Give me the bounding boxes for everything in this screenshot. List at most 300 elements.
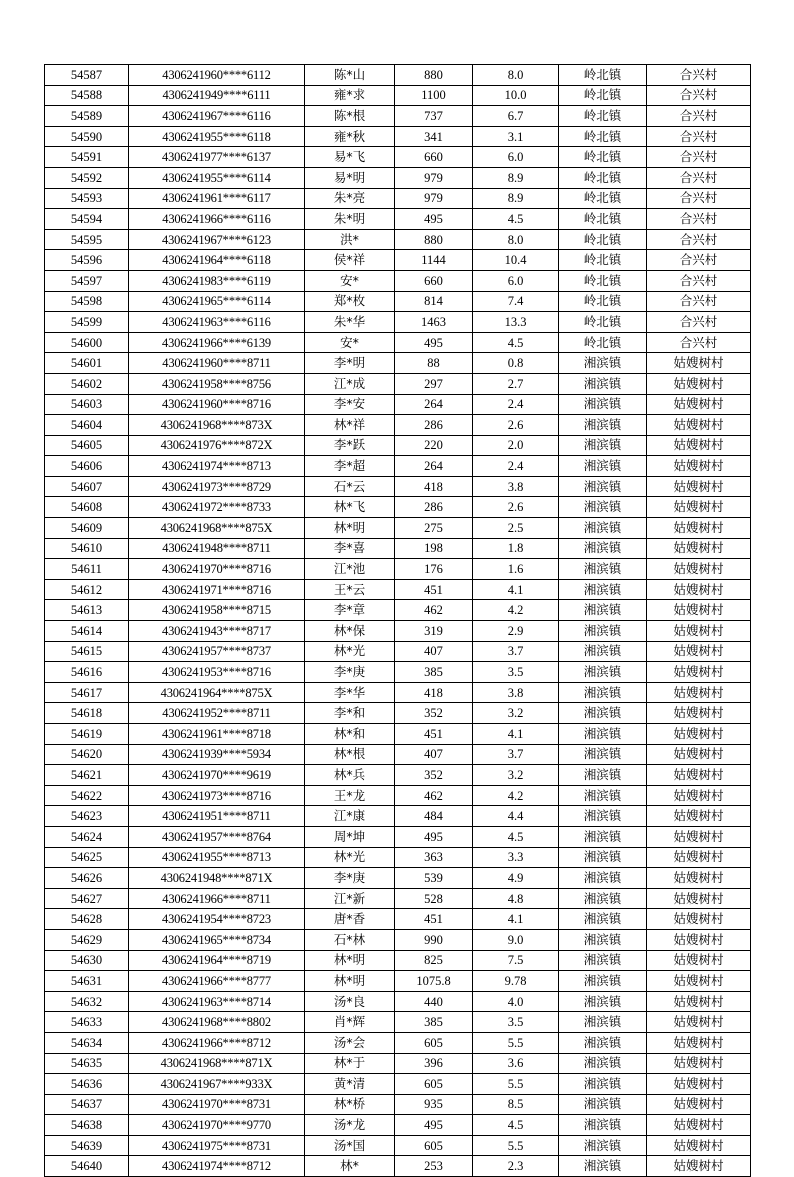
table-row: [45, 579, 751, 600]
cell-town: 湘滨镇: [559, 847, 647, 868]
cell-town: 湘滨镇: [559, 765, 647, 786]
cell-name: 汤*良: [305, 991, 395, 1012]
cell-name: 汤*会: [305, 1032, 395, 1053]
cell-amount: 385: [395, 1012, 473, 1033]
cell-amount: 1100: [395, 85, 473, 106]
table-row: [45, 415, 751, 436]
cell-seq: 54639: [45, 1135, 129, 1156]
cell-amount: 495: [395, 1115, 473, 1136]
cell-seq: 54591: [45, 147, 129, 168]
cell-seq: 54600: [45, 332, 129, 353]
cell-village: 姑嫂树村: [647, 806, 751, 827]
cell-village: 姑嫂树村: [647, 353, 751, 374]
cell-village: 姑嫂树村: [647, 1074, 751, 1095]
cell-idcard: 4306241961****8718: [129, 724, 305, 745]
cell-amount: 1075.8: [395, 971, 473, 992]
cell-amount: 484: [395, 806, 473, 827]
cell-idcard: 4306241964****8719: [129, 950, 305, 971]
cell-village: 合兴村: [647, 85, 751, 106]
table-row: [45, 126, 751, 147]
cell-seq: 54624: [45, 826, 129, 847]
cell-village: 姑嫂树村: [647, 826, 751, 847]
cell-village: 姑嫂树村: [647, 662, 751, 683]
cell-area: 7.4: [473, 291, 559, 312]
cell-idcard: 4306241967****6116: [129, 106, 305, 127]
cell-name: 雍*秋: [305, 126, 395, 147]
cell-name: 李*安: [305, 394, 395, 415]
cell-name: 林*飞: [305, 497, 395, 518]
cell-amount: 253: [395, 1156, 473, 1177]
cell-village: 姑嫂树村: [647, 518, 751, 539]
cell-name: 林*光: [305, 641, 395, 662]
cell-seq: 54633: [45, 1012, 129, 1033]
cell-town: 岭北镇: [559, 270, 647, 291]
cell-name: 雍*求: [305, 85, 395, 106]
cell-name: 朱*亮: [305, 188, 395, 209]
cell-amount: 660: [395, 147, 473, 168]
cell-name: 林*祥: [305, 415, 395, 436]
cell-idcard: 4306241954****8723: [129, 909, 305, 930]
table-row: [45, 1053, 751, 1074]
cell-town: 湘滨镇: [559, 950, 647, 971]
cell-town: 湘滨镇: [559, 394, 647, 415]
cell-idcard: 4306241953****8716: [129, 662, 305, 683]
cell-town: 湘滨镇: [559, 868, 647, 889]
cell-idcard: 4306241968****873X: [129, 415, 305, 436]
cell-idcard: 4306241961****6117: [129, 188, 305, 209]
cell-village: 姑嫂树村: [647, 579, 751, 600]
cell-name: 侯*祥: [305, 250, 395, 271]
cell-amount: 605: [395, 1135, 473, 1156]
cell-seq: 54619: [45, 724, 129, 745]
table-row: [45, 167, 751, 188]
cell-idcard: 4306241970****8716: [129, 559, 305, 580]
cell-area: 2.6: [473, 415, 559, 436]
cell-area: 2.6: [473, 497, 559, 518]
cell-town: 岭北镇: [559, 126, 647, 147]
cell-name: 李*庚: [305, 662, 395, 683]
cell-village: 姑嫂树村: [647, 600, 751, 621]
cell-idcard: 4306241951****8711: [129, 806, 305, 827]
cell-seq: 54602: [45, 373, 129, 394]
cell-amount: 220: [395, 435, 473, 456]
cell-village: 姑嫂树村: [647, 435, 751, 456]
table-row: [45, 1094, 751, 1115]
cell-amount: 660: [395, 270, 473, 291]
cell-seq: 54634: [45, 1032, 129, 1053]
cell-idcard: 4306241948****8711: [129, 538, 305, 559]
cell-idcard: 4306241966****8777: [129, 971, 305, 992]
cell-seq: 54627: [45, 888, 129, 909]
cell-seq: 54612: [45, 579, 129, 600]
cell-village: 姑嫂树村: [647, 868, 751, 889]
cell-idcard: 4306241960****8716: [129, 394, 305, 415]
cell-amount: 286: [395, 415, 473, 436]
cell-area: 3.6: [473, 1053, 559, 1074]
cell-idcard: 4306241958****8715: [129, 600, 305, 621]
cell-idcard: 4306241973****8716: [129, 785, 305, 806]
cell-town: 湘滨镇: [559, 826, 647, 847]
cell-seq: 54630: [45, 950, 129, 971]
cell-seq: 54588: [45, 85, 129, 106]
cell-village: 姑嫂树村: [647, 415, 751, 436]
cell-village: 合兴村: [647, 229, 751, 250]
cell-name: 朱*华: [305, 312, 395, 333]
cell-village: 姑嫂树村: [647, 703, 751, 724]
cell-seq: 54615: [45, 641, 129, 662]
table-row: [45, 188, 751, 209]
cell-seq: 54601: [45, 353, 129, 374]
cell-seq: 54608: [45, 497, 129, 518]
cell-town: 湘滨镇: [559, 456, 647, 477]
cell-area: 7.5: [473, 950, 559, 971]
cell-idcard: 4306241966****8711: [129, 888, 305, 909]
cell-seq: 54590: [45, 126, 129, 147]
cell-name: 石*林: [305, 929, 395, 950]
table-row: [45, 1135, 751, 1156]
cell-seq: 54632: [45, 991, 129, 1012]
cell-amount: 264: [395, 394, 473, 415]
cell-area: 4.5: [473, 826, 559, 847]
cell-amount: 605: [395, 1074, 473, 1095]
cell-seq: 54637: [45, 1094, 129, 1115]
cell-name: 易*明: [305, 167, 395, 188]
cell-name: 周*坤: [305, 826, 395, 847]
cell-area: 8.9: [473, 188, 559, 209]
cell-amount: 385: [395, 662, 473, 683]
cell-name: 朱*明: [305, 209, 395, 230]
cell-amount: 451: [395, 909, 473, 930]
table-row: [45, 1012, 751, 1033]
cell-town: 湘滨镇: [559, 600, 647, 621]
cell-amount: 319: [395, 621, 473, 642]
cell-name: 林*明: [305, 518, 395, 539]
cell-village: 姑嫂树村: [647, 847, 751, 868]
cell-area: 3.3: [473, 847, 559, 868]
cell-name: 易*飞: [305, 147, 395, 168]
cell-village: 合兴村: [647, 270, 751, 291]
cell-amount: 737: [395, 106, 473, 127]
cell-village: 姑嫂树村: [647, 744, 751, 765]
cell-seq: 54604: [45, 415, 129, 436]
table-row: [45, 1074, 751, 1095]
cell-town: 岭北镇: [559, 312, 647, 333]
cell-village: 姑嫂树村: [647, 641, 751, 662]
cell-seq: 54596: [45, 250, 129, 271]
cell-amount: 1463: [395, 312, 473, 333]
cell-idcard: 4306241973****8729: [129, 476, 305, 497]
cell-name: 李*明: [305, 353, 395, 374]
cell-area: 3.8: [473, 476, 559, 497]
cell-seq: 54589: [45, 106, 129, 127]
cell-idcard: 4306241968****8802: [129, 1012, 305, 1033]
table-row: [45, 641, 751, 662]
cell-seq: 54613: [45, 600, 129, 621]
cell-village: 姑嫂树村: [647, 950, 751, 971]
cell-area: 3.5: [473, 1012, 559, 1033]
cell-area: 6.7: [473, 106, 559, 127]
cell-seq: 54629: [45, 929, 129, 950]
cell-area: 2.3: [473, 1156, 559, 1177]
table-row: [45, 1115, 751, 1136]
cell-amount: 495: [395, 332, 473, 353]
cell-idcard: 4306241975****8731: [129, 1135, 305, 1156]
cell-village: 合兴村: [647, 332, 751, 353]
cell-amount: 528: [395, 888, 473, 909]
cell-village: 姑嫂树村: [647, 456, 751, 477]
cell-idcard: 4306241974****8712: [129, 1156, 305, 1177]
cell-area: 3.2: [473, 765, 559, 786]
cell-amount: 352: [395, 703, 473, 724]
cell-seq: 54626: [45, 868, 129, 889]
cell-village: 姑嫂树村: [647, 1053, 751, 1074]
cell-amount: 979: [395, 167, 473, 188]
cell-area: 6.0: [473, 270, 559, 291]
cell-idcard: 4306241965****6114: [129, 291, 305, 312]
cell-area: 4.4: [473, 806, 559, 827]
cell-town: 湘滨镇: [559, 435, 647, 456]
cell-area: 5.5: [473, 1032, 559, 1053]
cell-area: 4.0: [473, 991, 559, 1012]
table-row: [45, 682, 751, 703]
cell-name: 林*: [305, 1156, 395, 1177]
cell-village: 姑嫂树村: [647, 394, 751, 415]
cell-name: 郑*枚: [305, 291, 395, 312]
cell-area: 8.5: [473, 1094, 559, 1115]
cell-name: 李*超: [305, 456, 395, 477]
cell-name: 林*根: [305, 744, 395, 765]
cell-area: 4.5: [473, 209, 559, 230]
cell-amount: 440: [395, 991, 473, 1012]
cell-amount: 451: [395, 724, 473, 745]
table-row: [45, 785, 751, 806]
table-row: [45, 991, 751, 1012]
cell-amount: 451: [395, 579, 473, 600]
table-body: [45, 65, 751, 1177]
table-row: [45, 724, 751, 745]
cell-name: 李*跃: [305, 435, 395, 456]
cell-amount: 605: [395, 1032, 473, 1053]
table-row: [45, 312, 751, 333]
cell-village: 合兴村: [647, 106, 751, 127]
cell-idcard: 4306241971****8716: [129, 579, 305, 600]
cell-area: 5.5: [473, 1074, 559, 1095]
cell-idcard: 4306241968****875X: [129, 518, 305, 539]
cell-village: 姑嫂树村: [647, 1012, 751, 1033]
cell-village: 姑嫂树村: [647, 785, 751, 806]
cell-town: 湘滨镇: [559, 1074, 647, 1095]
cell-idcard: 4306241968****871X: [129, 1053, 305, 1074]
cell-seq: 54621: [45, 765, 129, 786]
table-row: [45, 950, 751, 971]
cell-area: 4.5: [473, 1115, 559, 1136]
cell-village: 合兴村: [647, 188, 751, 209]
cell-town: 湘滨镇: [559, 929, 647, 950]
table-row: [45, 888, 751, 909]
cell-name: 江*成: [305, 373, 395, 394]
table-row: [45, 476, 751, 497]
table-row: [45, 435, 751, 456]
table-row: [45, 85, 751, 106]
cell-town: 湘滨镇: [559, 785, 647, 806]
cell-name: 汤*龙: [305, 1115, 395, 1136]
cell-town: 岭北镇: [559, 332, 647, 353]
cell-name: 林*兵: [305, 765, 395, 786]
cell-town: 岭北镇: [559, 209, 647, 230]
cell-town: 湘滨镇: [559, 1135, 647, 1156]
cell-amount: 935: [395, 1094, 473, 1115]
cell-amount: 88: [395, 353, 473, 374]
table-row: [45, 600, 751, 621]
cell-amount: 495: [395, 826, 473, 847]
cell-area: 3.2: [473, 703, 559, 724]
table-row: [45, 229, 751, 250]
cell-town: 岭北镇: [559, 188, 647, 209]
table-row: [45, 65, 751, 86]
cell-village: 合兴村: [647, 291, 751, 312]
cell-town: 湘滨镇: [559, 971, 647, 992]
cell-village: 姑嫂树村: [647, 497, 751, 518]
cell-name: 黄*清: [305, 1074, 395, 1095]
cell-town: 湘滨镇: [559, 1094, 647, 1115]
cell-idcard: 4306241952****8711: [129, 703, 305, 724]
cell-seq: 54587: [45, 65, 129, 86]
cell-idcard: 4306241970****9619: [129, 765, 305, 786]
cell-village: 姑嫂树村: [647, 621, 751, 642]
cell-town: 湘滨镇: [559, 538, 647, 559]
cell-area: 1.6: [473, 559, 559, 580]
cell-name: 林*明: [305, 971, 395, 992]
cell-town: 岭北镇: [559, 147, 647, 168]
cell-amount: 1144: [395, 250, 473, 271]
cell-seq: 54597: [45, 270, 129, 291]
cell-seq: 54599: [45, 312, 129, 333]
cell-area: 10.0: [473, 85, 559, 106]
cell-name: 王*云: [305, 579, 395, 600]
cell-village: 合兴村: [647, 147, 751, 168]
cell-amount: 979: [395, 188, 473, 209]
cell-town: 湘滨镇: [559, 579, 647, 600]
cell-name: 李*华: [305, 682, 395, 703]
cell-village: 姑嫂树村: [647, 682, 751, 703]
cell-idcard: 4306241977****6137: [129, 147, 305, 168]
cell-seq: 54618: [45, 703, 129, 724]
cell-idcard: 4306241957****8737: [129, 641, 305, 662]
cell-seq: 54628: [45, 909, 129, 930]
cell-area: 4.9: [473, 868, 559, 889]
cell-amount: 462: [395, 785, 473, 806]
cell-idcard: 4306241957****8764: [129, 826, 305, 847]
cell-seq: 54631: [45, 971, 129, 992]
table-row: [45, 291, 751, 312]
cell-seq: 54638: [45, 1115, 129, 1136]
cell-town: 岭北镇: [559, 291, 647, 312]
cell-seq: 54606: [45, 456, 129, 477]
table-row: [45, 456, 751, 477]
cell-town: 湘滨镇: [559, 662, 647, 683]
cell-area: 8.0: [473, 229, 559, 250]
table-row: [45, 621, 751, 642]
cell-amount: 286: [395, 497, 473, 518]
cell-amount: 407: [395, 641, 473, 662]
cell-idcard: 4306241967****6123: [129, 229, 305, 250]
cell-area: 13.3: [473, 312, 559, 333]
cell-town: 岭北镇: [559, 106, 647, 127]
cell-idcard: 4306241939****5934: [129, 744, 305, 765]
cell-idcard: 4306241965****8734: [129, 929, 305, 950]
cell-area: 4.1: [473, 724, 559, 745]
table-row: [45, 250, 751, 271]
cell-area: 2.5: [473, 518, 559, 539]
cell-area: 1.8: [473, 538, 559, 559]
cell-name: 李*章: [305, 600, 395, 621]
cell-village: 合兴村: [647, 65, 751, 86]
table-row: [45, 270, 751, 291]
cell-seq: 54611: [45, 559, 129, 580]
table-row: [45, 209, 751, 230]
cell-area: 4.2: [473, 785, 559, 806]
cell-seq: 54617: [45, 682, 129, 703]
cell-town: 岭北镇: [559, 229, 647, 250]
cell-area: 10.4: [473, 250, 559, 271]
cell-town: 湘滨镇: [559, 703, 647, 724]
cell-amount: 407: [395, 744, 473, 765]
cell-name: 林*保: [305, 621, 395, 642]
cell-town: 湘滨镇: [559, 909, 647, 930]
cell-seq: 54610: [45, 538, 129, 559]
cell-idcard: 4306241943****8717: [129, 621, 305, 642]
cell-seq: 54635: [45, 1053, 129, 1074]
records-table: [44, 64, 751, 1177]
cell-town: 岭北镇: [559, 85, 647, 106]
cell-area: 2.9: [473, 621, 559, 642]
table-row: [45, 971, 751, 992]
cell-town: 湘滨镇: [559, 991, 647, 1012]
cell-area: 4.5: [473, 332, 559, 353]
cell-seq: 54609: [45, 518, 129, 539]
cell-town: 湘滨镇: [559, 1032, 647, 1053]
cell-amount: 352: [395, 765, 473, 786]
cell-seq: 54614: [45, 621, 129, 642]
cell-idcard: 4306241963****8714: [129, 991, 305, 1012]
cell-idcard: 4306241972****8733: [129, 497, 305, 518]
cell-name: 安*: [305, 332, 395, 353]
table-row: [45, 559, 751, 580]
table-row: [45, 703, 751, 724]
cell-idcard: 4306241966****6139: [129, 332, 305, 353]
table-row: [45, 1156, 751, 1177]
cell-name: 陈*根: [305, 106, 395, 127]
table-row: [45, 518, 751, 539]
cell-seq: 54607: [45, 476, 129, 497]
cell-name: 林*光: [305, 847, 395, 868]
cell-name: 李*庚: [305, 868, 395, 889]
cell-amount: 198: [395, 538, 473, 559]
cell-amount: 990: [395, 929, 473, 950]
cell-town: 湘滨镇: [559, 1115, 647, 1136]
cell-town: 湘滨镇: [559, 353, 647, 374]
cell-area: 2.0: [473, 435, 559, 456]
cell-town: 湘滨镇: [559, 1053, 647, 1074]
cell-area: 2.4: [473, 456, 559, 477]
cell-area: 3.5: [473, 662, 559, 683]
cell-area: 4.1: [473, 579, 559, 600]
table-row: [45, 662, 751, 683]
cell-idcard: 4306241974****8713: [129, 456, 305, 477]
cell-idcard: 4306241976****872X: [129, 435, 305, 456]
cell-seq: 54623: [45, 806, 129, 827]
cell-idcard: 4306241958****8756: [129, 373, 305, 394]
